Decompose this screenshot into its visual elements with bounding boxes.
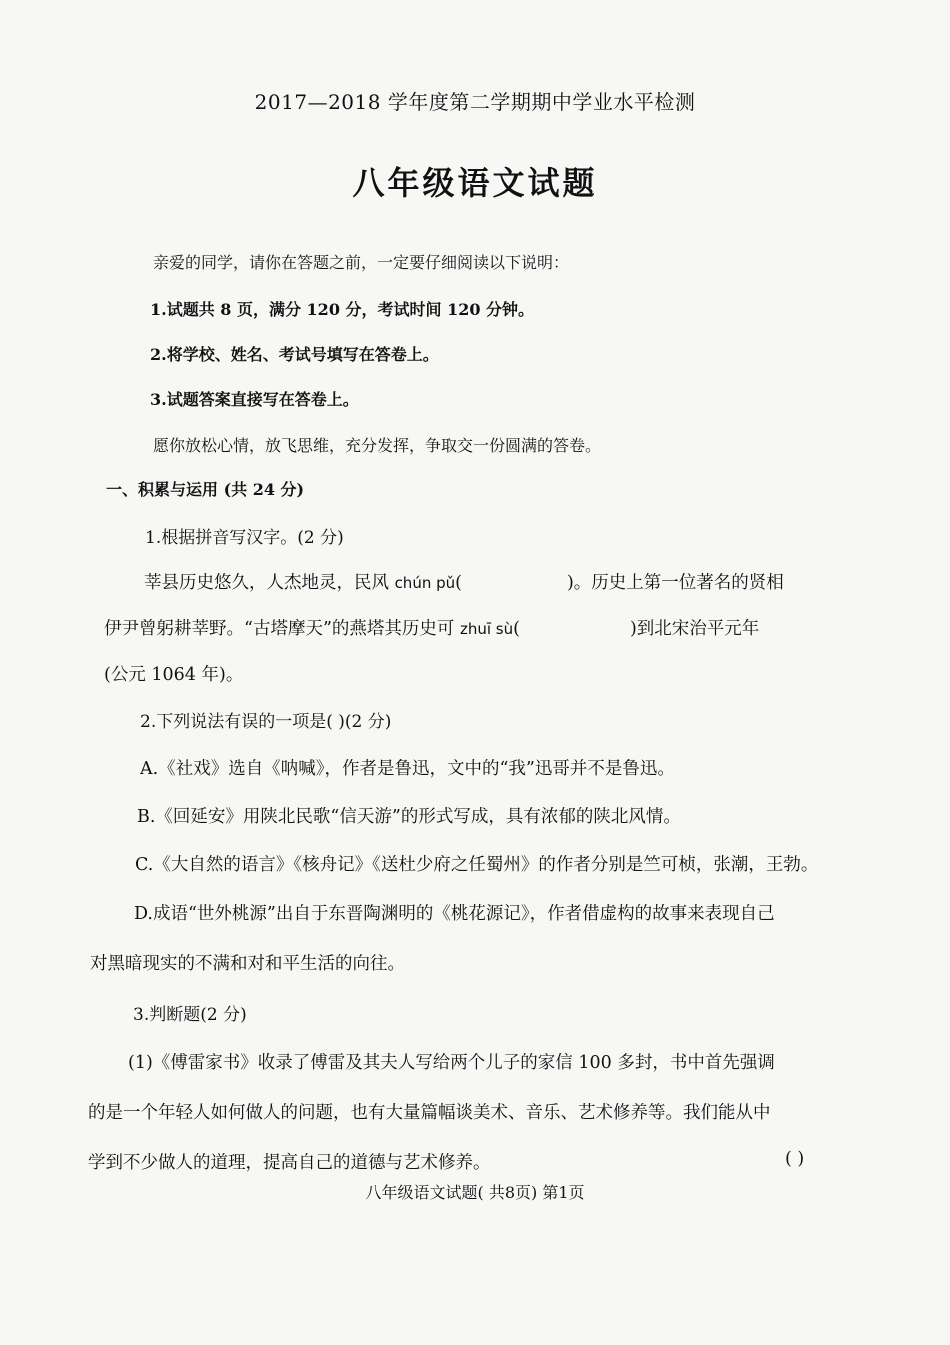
rule-1: 1.试题共 8 页，满分 120 分，考试时间 120 分钟。 — [150, 300, 535, 319]
q2-option-a: A.《社戏》选自《呐喊》，作者是鲁迅，文中的“我”迅哥并不是鲁迅。 — [140, 759, 675, 779]
q3-item-1-line-2: 的是一个年轻人如何做人的问题，也有大量篇幅谈美术、音乐、艺术修养等。我们能从中 — [88, 1103, 771, 1123]
page-title: 八年级语文试题 — [352, 164, 598, 202]
intro-wish: 愿你放松心情，放飞思维，充分发挥，争取交一份圆满的答卷。 — [153, 436, 602, 455]
q1-blank-1-open: ( — [455, 573, 462, 593]
q1-line-2 — [104, 615, 759, 640]
q1-line-2-text-b: )到北宋治平元年 — [629, 619, 760, 639]
q1-line-2-text-a: 伊尹曾躬耕莘野。“古塔摩天”的燕塔其历史可 — [104, 619, 460, 639]
q2-option-c: C.《大自然的语言》《核舟记》《送杜少府之任蜀州》的作者分别是竺可桢，张潮，王勃。 — [135, 855, 819, 875]
q1-line-3: (公元 1064 年)。 — [104, 665, 244, 685]
q1-prompt: 1.根据拼音写汉字。(2 分) — [145, 528, 344, 548]
intro-greeting: 亲爱的同学，请你在答题之前，一定要仔细阅读以下说明： — [153, 253, 570, 272]
q1-blank-2-open: ( — [513, 619, 520, 639]
q1-line-1-text-a: 莘县历史悠久，人杰地灵，民风 — [144, 573, 395, 593]
q2-prompt: 2.下列说法有误的一项是( )(2 分) — [140, 712, 392, 732]
rule-2: 2.将学校、姓名、考试号填写在答卷上。 — [150, 345, 439, 364]
q2-option-b: B.《回延安》用陕北民歌“信天游”的形式写成，具有浓郁的陕北风情。 — [137, 807, 681, 827]
section-1-title: 一、积累与运用 (共 24 分) — [106, 480, 305, 499]
q2-option-d-line-1: D.成语“世外桃源”出自于东晋陶渊明的《桃花源记》，作者借虚构的故事来表现自己 — [134, 904, 775, 924]
q1-line-1 — [144, 569, 784, 594]
q3-answer-bracket[interactable]: ( ) — [785, 1149, 805, 1169]
exam-header: 2017—2018 学年度第二学期期中学业水平检测 — [254, 90, 696, 114]
q1-line-1-text-b: )。历史上第一位著名的贤相 — [566, 573, 784, 593]
q3-item-1-line-1: (1)《傅雷家书》收录了傅雷及其夫人写给两个儿子的家信 100 多封，书中首先强调 — [128, 1053, 775, 1073]
q3-prompt: 3.判断题(2 分) — [133, 1005, 247, 1025]
page-footer: 八年级语文试题( 共8页) 第1页 — [365, 1183, 585, 1202]
pinyin-zhuisu: zhuī sù — [459, 620, 514, 638]
q3-item-1-line-3: 学到不少做人的道理，提高自己的道德与艺术修养。 — [88, 1153, 491, 1173]
rule-3: 3.试题答案直接写在答卷上。 — [150, 390, 359, 409]
q2-option-d-line-2: 对黑暗现实的不满和对和平生活的向往。 — [90, 954, 405, 974]
pinyin-chunpu: chún pǔ — [394, 574, 456, 592]
